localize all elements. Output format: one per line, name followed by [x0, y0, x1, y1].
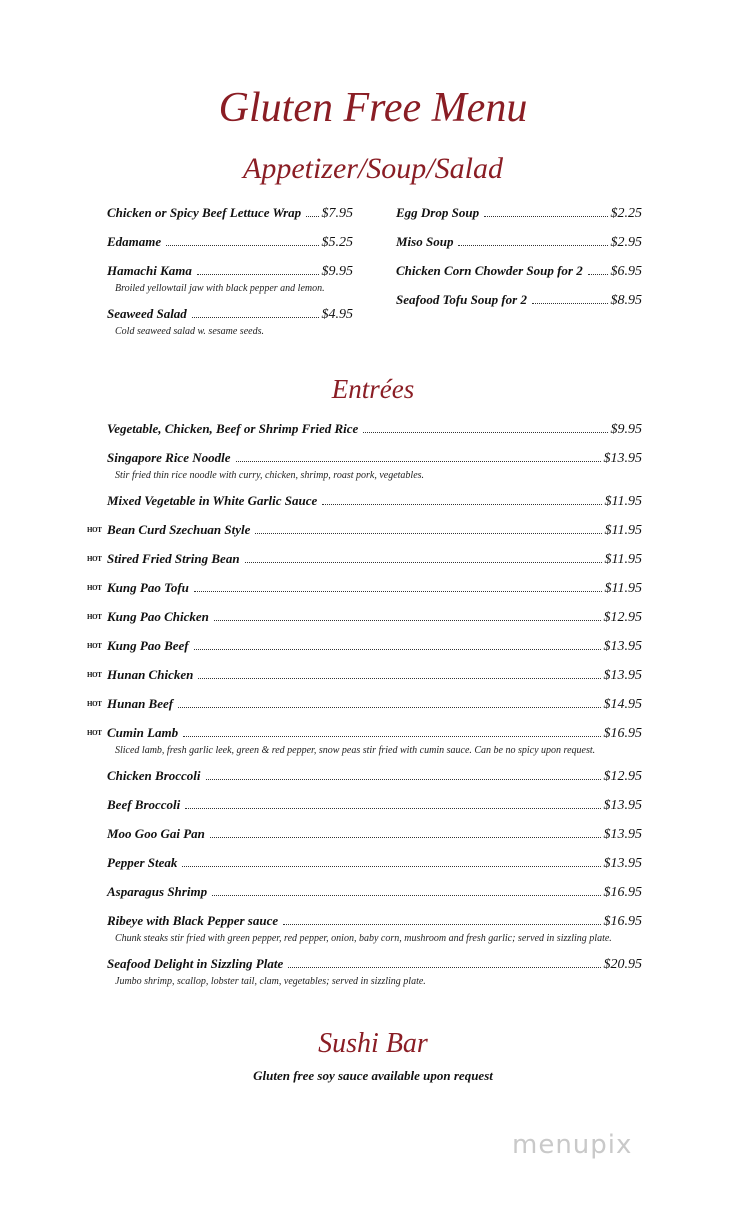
item-description: Jumbo shrimp, scallop, lobster tail, clam, vegetables; served in sizzling plate. [115, 976, 426, 987]
item-name: Miso Soup [396, 234, 454, 249]
menu-item [87, 520, 642, 540]
item-name: Kung Pao Beef [107, 638, 189, 653]
item-price: $16.95 [603, 914, 642, 929]
item-name: Edamame [107, 234, 162, 249]
item-name: Kung Pao Tofu [107, 580, 189, 595]
item-price: $16.95 [603, 885, 642, 900]
leader-dots [192, 317, 319, 318]
menu-item [396, 261, 642, 281]
item-name: Mixed Vegetable in White Garlic Sauce [107, 493, 318, 508]
leader-dots [182, 866, 600, 867]
hot-label: HOT [87, 613, 102, 621]
hot-label: HOT [87, 700, 102, 708]
item-price: $11.95 [604, 552, 642, 567]
item-price: $20.95 [603, 957, 642, 972]
leader-dots [588, 274, 608, 275]
item-price: $12.95 [603, 610, 642, 625]
menu-item [107, 766, 642, 786]
leader-dots [245, 562, 602, 563]
item-price: $11.95 [604, 494, 642, 509]
menu-title: Gluten Free Menu [218, 85, 528, 131]
hot-label: HOT [87, 555, 102, 563]
item-name: Kung Pao Chicken [107, 609, 209, 624]
leader-dots [194, 591, 602, 592]
leader-dots [322, 504, 601, 505]
leader-dots [532, 303, 608, 304]
menu-item [107, 261, 353, 295]
item-name: Seaweed Salad [107, 306, 187, 321]
item-price: $13.95 [603, 827, 642, 842]
item-price: $6.95 [610, 264, 642, 279]
item-name: Hamachi Kama [107, 263, 192, 278]
item-price: $12.95 [603, 769, 642, 784]
leader-dots [283, 924, 600, 925]
item-name: Pepper Steak [107, 855, 178, 870]
item-name: Seafood Delight in Sizzling Plate [107, 956, 284, 971]
leader-dots [198, 678, 600, 679]
menu-item [107, 954, 642, 988]
leader-dots [363, 432, 607, 433]
item-price: $9.95 [610, 422, 642, 437]
menu-item [87, 665, 642, 685]
leader-dots [212, 895, 600, 896]
leader-dots [214, 620, 601, 621]
leader-dots [210, 837, 601, 838]
item-price: $4.95 [321, 307, 353, 322]
item-name: Hunan Beef [107, 696, 174, 711]
item-price: $13.95 [603, 639, 642, 654]
entree-list [87, 419, 642, 997]
item-description: Broiled yellowtail jaw with black pepper and lemon. [115, 283, 325, 294]
hot-label: HOT [87, 671, 102, 679]
menu-item [87, 607, 642, 627]
item-name: Chicken Corn Chowder Soup for 2 [396, 263, 583, 278]
menu-item [87, 694, 642, 714]
item-price: $5.25 [321, 235, 353, 250]
item-name: Cumin Lamb [107, 725, 179, 740]
menu-item [107, 232, 353, 252]
menu-item [87, 723, 642, 757]
item-description: Cold seaweed salad w. sesame seeds. [115, 326, 264, 337]
item-price: $7.95 [321, 206, 353, 221]
menu-item [107, 304, 353, 338]
item-name: Chicken Broccoli [107, 768, 201, 783]
item-description: Stir fried thin rice noodle with curry, chicken, shrimp, roast pork, vegetables. [115, 470, 425, 481]
item-price: $2.25 [610, 206, 642, 221]
menu-item [107, 203, 353, 223]
leader-dots [255, 533, 601, 534]
leader-dots [306, 216, 318, 217]
leader-dots [288, 967, 600, 968]
menu-item [107, 448, 642, 482]
item-price: $13.95 [603, 451, 642, 466]
item-price: $13.95 [603, 798, 642, 813]
item-price: $16.95 [603, 726, 642, 741]
item-price: $13.95 [603, 668, 642, 683]
menu-item [396, 203, 642, 223]
menu-item [107, 795, 642, 815]
item-name: Seafood Tofu Soup for 2 [396, 292, 527, 307]
menu-item [87, 636, 642, 656]
hot-label: HOT [87, 584, 102, 592]
watermark-logo: menupix [512, 1130, 633, 1160]
leader-dots [166, 245, 318, 246]
menu-item [107, 419, 642, 439]
appetizer-list-right [396, 203, 642, 319]
item-price: $13.95 [603, 856, 642, 871]
item-name: Hunan Chicken [107, 667, 194, 682]
item-name: Moo Goo Gai Pan [107, 826, 205, 841]
leader-dots [206, 779, 601, 780]
section-heading-entrees: Entrées [331, 374, 415, 404]
menu-item [107, 911, 642, 945]
item-price: $2.95 [610, 235, 642, 250]
hot-label: HOT [87, 642, 102, 650]
item-name: Chicken or Spicy Beef Lettuce Wrap [107, 205, 302, 220]
sushi-note: Gluten free soy sauce available upon request [253, 1068, 493, 1083]
menu-item [396, 232, 642, 252]
leader-dots [194, 649, 601, 650]
section-heading-appetizers: Appetizer/Soup/Salad [243, 152, 503, 185]
menu-item [396, 290, 642, 310]
leader-dots [178, 707, 600, 708]
menu-item [87, 578, 642, 598]
menu-item [107, 824, 642, 844]
item-price: $9.95 [321, 264, 353, 279]
leader-dots [183, 736, 600, 737]
section-heading-sushi: Sushi Bar [318, 1028, 428, 1059]
menu-item [107, 882, 642, 902]
leader-dots [458, 245, 607, 246]
hot-label: HOT [87, 729, 102, 737]
leader-dots [236, 461, 601, 462]
item-description: Sliced lamb, fresh garlic leek, green & red pepper, snow peas stir fried with cumin sauce. Can be no spicy upon request. [115, 745, 596, 756]
item-name: Vegetable, Chicken, Beef or Shrimp Fried Rice [107, 421, 359, 436]
leader-dots [197, 274, 319, 275]
item-name: Bean Curd Szechuan Style [107, 522, 251, 537]
item-description: Chunk steaks stir fried with green pepper, red pepper, onion, baby corn, mushroom and fresh garlic; served in sizzling plate. [115, 933, 612, 944]
item-name: Egg Drop Soup [396, 205, 480, 220]
item-name: Beef Broccoli [107, 797, 181, 812]
leader-dots [484, 216, 607, 217]
item-name: Stired Fried String Bean [107, 551, 240, 566]
menu-item [87, 549, 642, 569]
item-name: Asparagus Shrimp [107, 884, 208, 899]
item-price: $11.95 [604, 523, 642, 538]
menu-item [107, 853, 642, 873]
item-price: $14.95 [603, 697, 642, 712]
item-name: Singapore Rice Noodle [107, 450, 231, 465]
menu-item [107, 491, 642, 511]
item-price: $8.95 [610, 293, 642, 308]
appetizer-list-left [107, 203, 353, 347]
item-price: $11.95 [604, 581, 642, 596]
hot-label: HOT [87, 526, 102, 534]
leader-dots [185, 808, 600, 809]
item-name: Ribeye with Black Pepper sauce [107, 913, 279, 928]
